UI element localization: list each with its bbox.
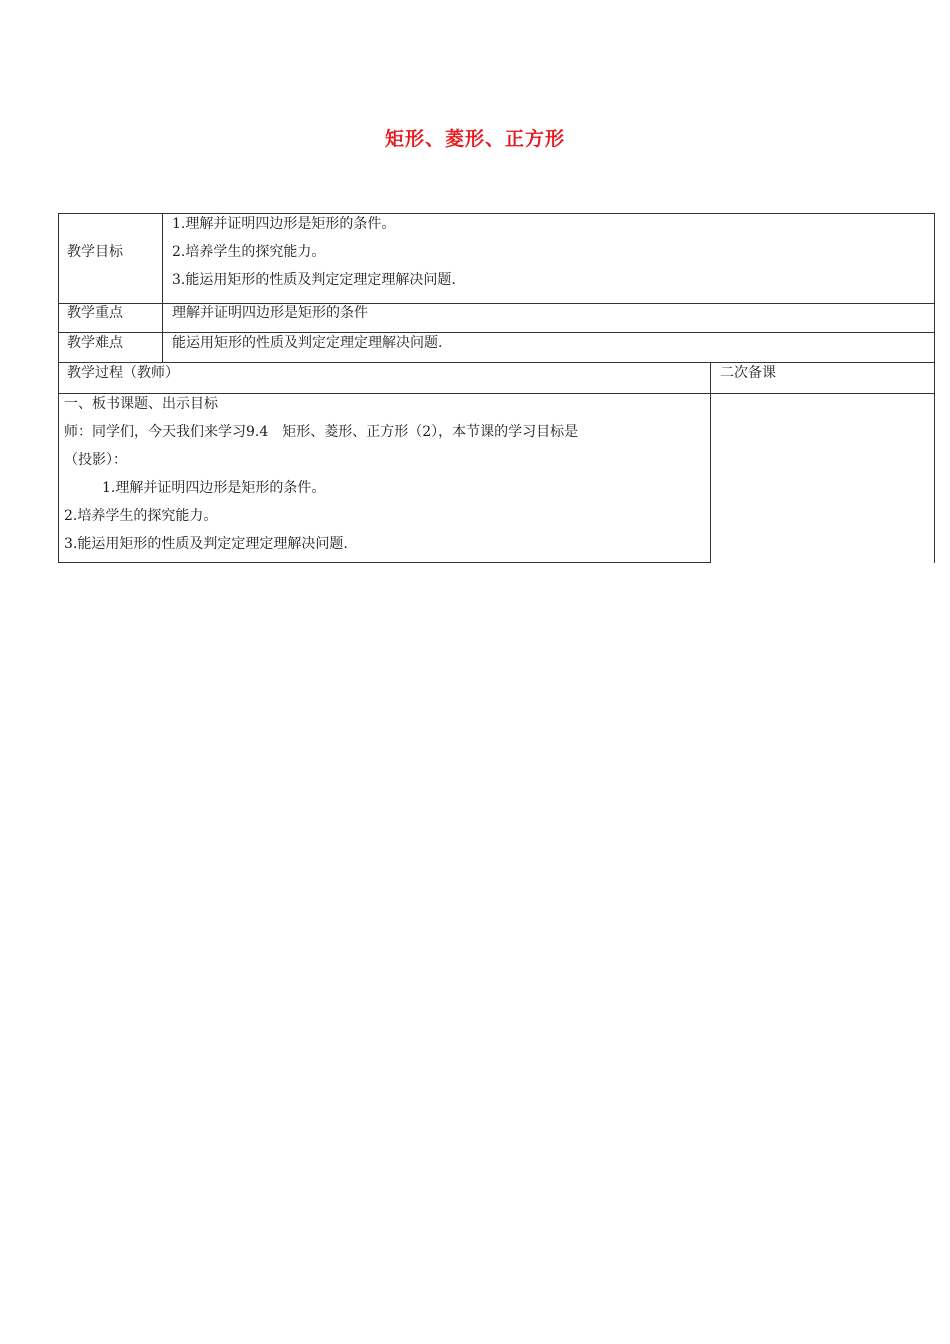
second-prep-label: 二次备课: [720, 365, 776, 381]
section-heading: 一、板书课题、出示目标: [64, 396, 218, 412]
objectives-label: 教学目标: [67, 244, 123, 260]
difficulty-text: 能运用矩形的性质及判定定理定理解决问题.: [172, 335, 443, 351]
objective-item: 1.理解并证明四边形是矩形的条件。: [172, 216, 396, 232]
teacher-line: 师：同学们，今天我们来学习9.4 矩形、菱形、正方形（2），本节课的学习目标是: [64, 424, 579, 440]
objective-item: 3.能运用矩形的性质及判定定理定理解决问题.: [172, 272, 456, 288]
difficulty-label: 教学难点: [67, 335, 123, 351]
goal-item: 2.培养学生的探究能力。: [64, 508, 218, 524]
process-label: 教学过程（教师）: [67, 365, 179, 381]
goal-item: 3.能运用矩形的性质及判定定理定理解决问题.: [64, 536, 348, 552]
page-title: 矩形、菱形、正方形: [384, 128, 565, 150]
objective-item: 2.培养学生的探究能力。: [172, 244, 326, 260]
key-point-label: 教学重点: [67, 305, 123, 321]
teacher-line: （投影）：: [64, 452, 127, 468]
goal-item: 1.理解并证明四边形是矩形的条件。: [102, 480, 326, 496]
key-point-text: 理解并证明四边形是矩形的条件: [172, 305, 368, 321]
